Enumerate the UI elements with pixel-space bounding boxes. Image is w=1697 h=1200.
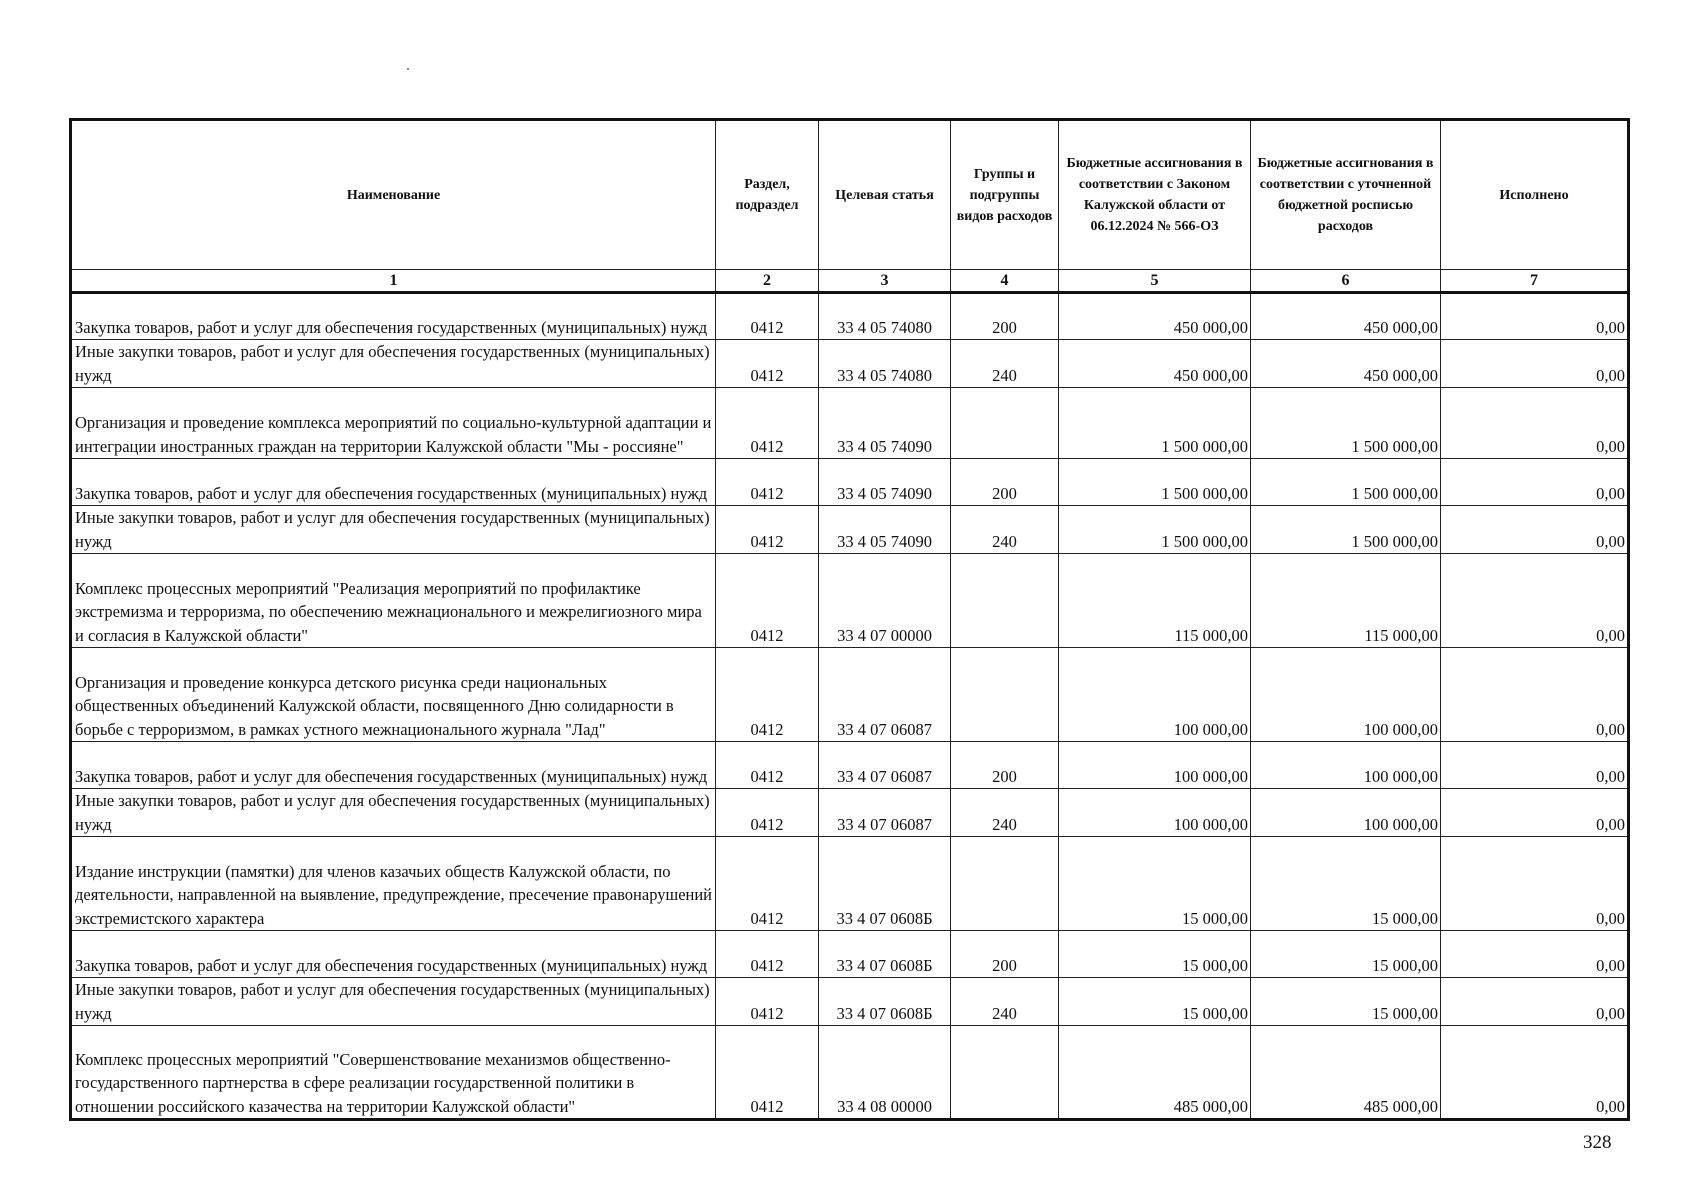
cell-target: 33 4 05 74090 (819, 506, 951, 554)
header-groups: Группы и подгруппы видов расходов (951, 120, 1059, 270)
cell-section: 0412 (716, 978, 819, 1026)
cell-target: 33 4 08 00000 (819, 1026, 951, 1120)
cell-section: 0412 (716, 648, 819, 742)
cell-refined-amount: 100 000,00 (1251, 742, 1441, 789)
cell-refined-amount: 450 000,00 (1251, 293, 1441, 340)
cell-section: 0412 (716, 459, 819, 506)
cell-group: 240 (951, 789, 1059, 837)
cell-law-amount: 1 500 000,00 (1059, 506, 1251, 554)
header-section: Раздел, подраздел (716, 120, 819, 270)
cell-target: 33 4 07 06087 (819, 648, 951, 742)
cell-executed-amount: 0,00 (1441, 388, 1629, 459)
cell-section: 0412 (716, 340, 819, 388)
cell-group: 240 (951, 506, 1059, 554)
cell-target: 33 4 07 0608Б (819, 931, 951, 978)
cell-target: 33 4 05 74080 (819, 340, 951, 388)
cell-section: 0412 (716, 388, 819, 459)
cell-section: 0412 (716, 506, 819, 554)
cell-executed-amount: 0,00 (1441, 506, 1629, 554)
budget-table (69, 118, 1630, 1121)
cell-section: 0412 (716, 742, 819, 789)
cell-group (951, 554, 1059, 648)
stray-dot (407, 68, 409, 70)
cell-law-amount: 450 000,00 (1059, 340, 1251, 388)
cell-group (951, 1026, 1059, 1120)
cell-law-amount: 100 000,00 (1059, 742, 1251, 789)
column-number: 1 (71, 270, 716, 293)
table-row (71, 506, 1629, 554)
cell-name: Организация и проведение комплекса мероприятий по социально-культурной адаптации и интеграции иностранных граждан на территории Калужской области "Мы - россияне" (71, 388, 716, 459)
cell-executed-amount: 0,00 (1441, 459, 1629, 506)
cell-target: 33 4 05 74080 (819, 293, 951, 340)
table-row (71, 1026, 1629, 1120)
cell-group: 200 (951, 459, 1059, 506)
cell-group (951, 837, 1059, 931)
cell-target: 33 4 07 06087 (819, 742, 951, 789)
cell-executed-amount: 0,00 (1441, 1026, 1629, 1120)
table-row (71, 837, 1629, 931)
cell-section: 0412 (716, 1026, 819, 1120)
cell-law-amount: 485 000,00 (1059, 1026, 1251, 1120)
cell-law-amount: 100 000,00 (1059, 648, 1251, 742)
cell-group: 200 (951, 931, 1059, 978)
table-row (71, 789, 1629, 837)
cell-executed-amount: 0,00 (1441, 931, 1629, 978)
column-number: 7 (1441, 270, 1629, 293)
header-target: Целевая статья (819, 120, 951, 270)
cell-name: Организация и проведение конкурса детского рисунка среди национальных общественных объединений Калужской области, посвященного Дню солидарности в борьбе с терроризмом, в рамках устного межнационального журнала "Лад" (71, 648, 716, 742)
cell-section: 0412 (716, 931, 819, 978)
page-number: 328 (1583, 1132, 1612, 1153)
table-row (71, 293, 1629, 340)
cell-law-amount: 15 000,00 (1059, 978, 1251, 1026)
cell-refined-amount: 115 000,00 (1251, 554, 1441, 648)
cell-group: 200 (951, 293, 1059, 340)
cell-law-amount: 1 500 000,00 (1059, 459, 1251, 506)
cell-law-amount: 1 500 000,00 (1059, 388, 1251, 459)
cell-refined-amount: 100 000,00 (1251, 648, 1441, 742)
cell-section: 0412 (716, 293, 819, 340)
column-number: 4 (951, 270, 1059, 293)
cell-executed-amount: 0,00 (1441, 978, 1629, 1026)
cell-name: Иные закупки товаров, работ и услуг для обеспечения государственных (муниципальных) нужд (71, 506, 716, 554)
cell-law-amount: 115 000,00 (1059, 554, 1251, 648)
cell-refined-amount: 450 000,00 (1251, 340, 1441, 388)
cell-refined-amount: 1 500 000,00 (1251, 506, 1441, 554)
cell-target: 33 4 07 06087 (819, 789, 951, 837)
cell-group: 200 (951, 742, 1059, 789)
cell-refined-amount: 100 000,00 (1251, 789, 1441, 837)
cell-name: Комплекс процессных мероприятий "Реализация мероприятий по профилактике экстремизма и терроризма, по обеспечению межнационального и межрелигиозного мира и согласия в Калужской области" (71, 554, 716, 648)
cell-law-amount: 450 000,00 (1059, 293, 1251, 340)
cell-executed-amount: 0,00 (1441, 293, 1629, 340)
header-row (71, 120, 1629, 270)
table-row (71, 648, 1629, 742)
cell-name: Иные закупки товаров, работ и услуг для обеспечения государственных (муниципальных) нужд (71, 978, 716, 1026)
header-executed: Исполнено (1441, 120, 1629, 270)
cell-refined-amount: 15 000,00 (1251, 837, 1441, 931)
table-row (71, 459, 1629, 506)
cell-name: Иные закупки товаров, работ и услуг для обеспечения государственных (муниципальных) нужд (71, 789, 716, 837)
cell-law-amount: 15 000,00 (1059, 837, 1251, 931)
column-number: 3 (819, 270, 951, 293)
cell-name: Закупка товаров, работ и услуг для обеспечения государственных (муниципальных) нужд (71, 293, 716, 340)
cell-name: Издание инструкции (памятки) для членов казачьих обществ Калужской области, по деятельности, направленной на выявление, предупреждение, пресечение правонарушений экстремистского характера (71, 837, 716, 931)
cell-refined-amount: 1 500 000,00 (1251, 388, 1441, 459)
header-law-allocations: Бюджетные ассигнования в соответствии с Законом Калужской области от 06.12.2024 № 566-ОЗ (1059, 120, 1251, 270)
cell-name: Иные закупки товаров, работ и услуг для обеспечения государственных (муниципальных) нужд (71, 340, 716, 388)
header-refined-allocations: Бюджетные ассигнования в соответствии с уточненной бюджетной росписью расходов (1251, 120, 1441, 270)
table-row (71, 978, 1629, 1026)
cell-section: 0412 (716, 789, 819, 837)
cell-executed-amount: 0,00 (1441, 340, 1629, 388)
cell-executed-amount: 0,00 (1441, 648, 1629, 742)
cell-target: 33 4 05 74090 (819, 388, 951, 459)
cell-executed-amount: 0,00 (1441, 554, 1629, 648)
cell-section: 0412 (716, 554, 819, 648)
table-row (71, 931, 1629, 978)
cell-target: 33 4 07 0608Б (819, 837, 951, 931)
cell-target: 33 4 07 00000 (819, 554, 951, 648)
budget-table-wrapper (69, 118, 1627, 1121)
cell-refined-amount: 485 000,00 (1251, 1026, 1441, 1120)
cell-name: Закупка товаров, работ и услуг для обеспечения государственных (муниципальных) нужд (71, 459, 716, 506)
cell-group: 240 (951, 340, 1059, 388)
cell-group (951, 388, 1059, 459)
column-number-row (71, 270, 1629, 293)
cell-executed-amount: 0,00 (1441, 742, 1629, 789)
table-row (71, 340, 1629, 388)
table-row (71, 388, 1629, 459)
header-name: Наименование (71, 120, 716, 270)
cell-section: 0412 (716, 837, 819, 931)
cell-refined-amount: 1 500 000,00 (1251, 459, 1441, 506)
cell-group: 240 (951, 978, 1059, 1026)
column-number: 2 (716, 270, 819, 293)
cell-executed-amount: 0,00 (1441, 789, 1629, 837)
column-number: 6 (1251, 270, 1441, 293)
table-row (71, 554, 1629, 648)
cell-executed-amount: 0,00 (1441, 837, 1629, 931)
cell-law-amount: 15 000,00 (1059, 931, 1251, 978)
cell-name: Закупка товаров, работ и услуг для обеспечения государственных (муниципальных) нужд (71, 742, 716, 789)
cell-target: 33 4 07 0608Б (819, 978, 951, 1026)
cell-refined-amount: 15 000,00 (1251, 978, 1441, 1026)
cell-law-amount: 100 000,00 (1059, 789, 1251, 837)
column-number: 5 (1059, 270, 1251, 293)
cell-target: 33 4 05 74090 (819, 459, 951, 506)
cell-name: Комплекс процессных мероприятий "Совершенствование механизмов общественно-государственного партнерства в сфере реализации государственной политики в отношении российского казачества на территории Калужской области" (71, 1026, 716, 1120)
cell-name: Закупка товаров, работ и услуг для обеспечения государственных (муниципальных) нужд (71, 931, 716, 978)
cell-group (951, 648, 1059, 742)
table-row (71, 742, 1629, 789)
cell-refined-amount: 15 000,00 (1251, 931, 1441, 978)
